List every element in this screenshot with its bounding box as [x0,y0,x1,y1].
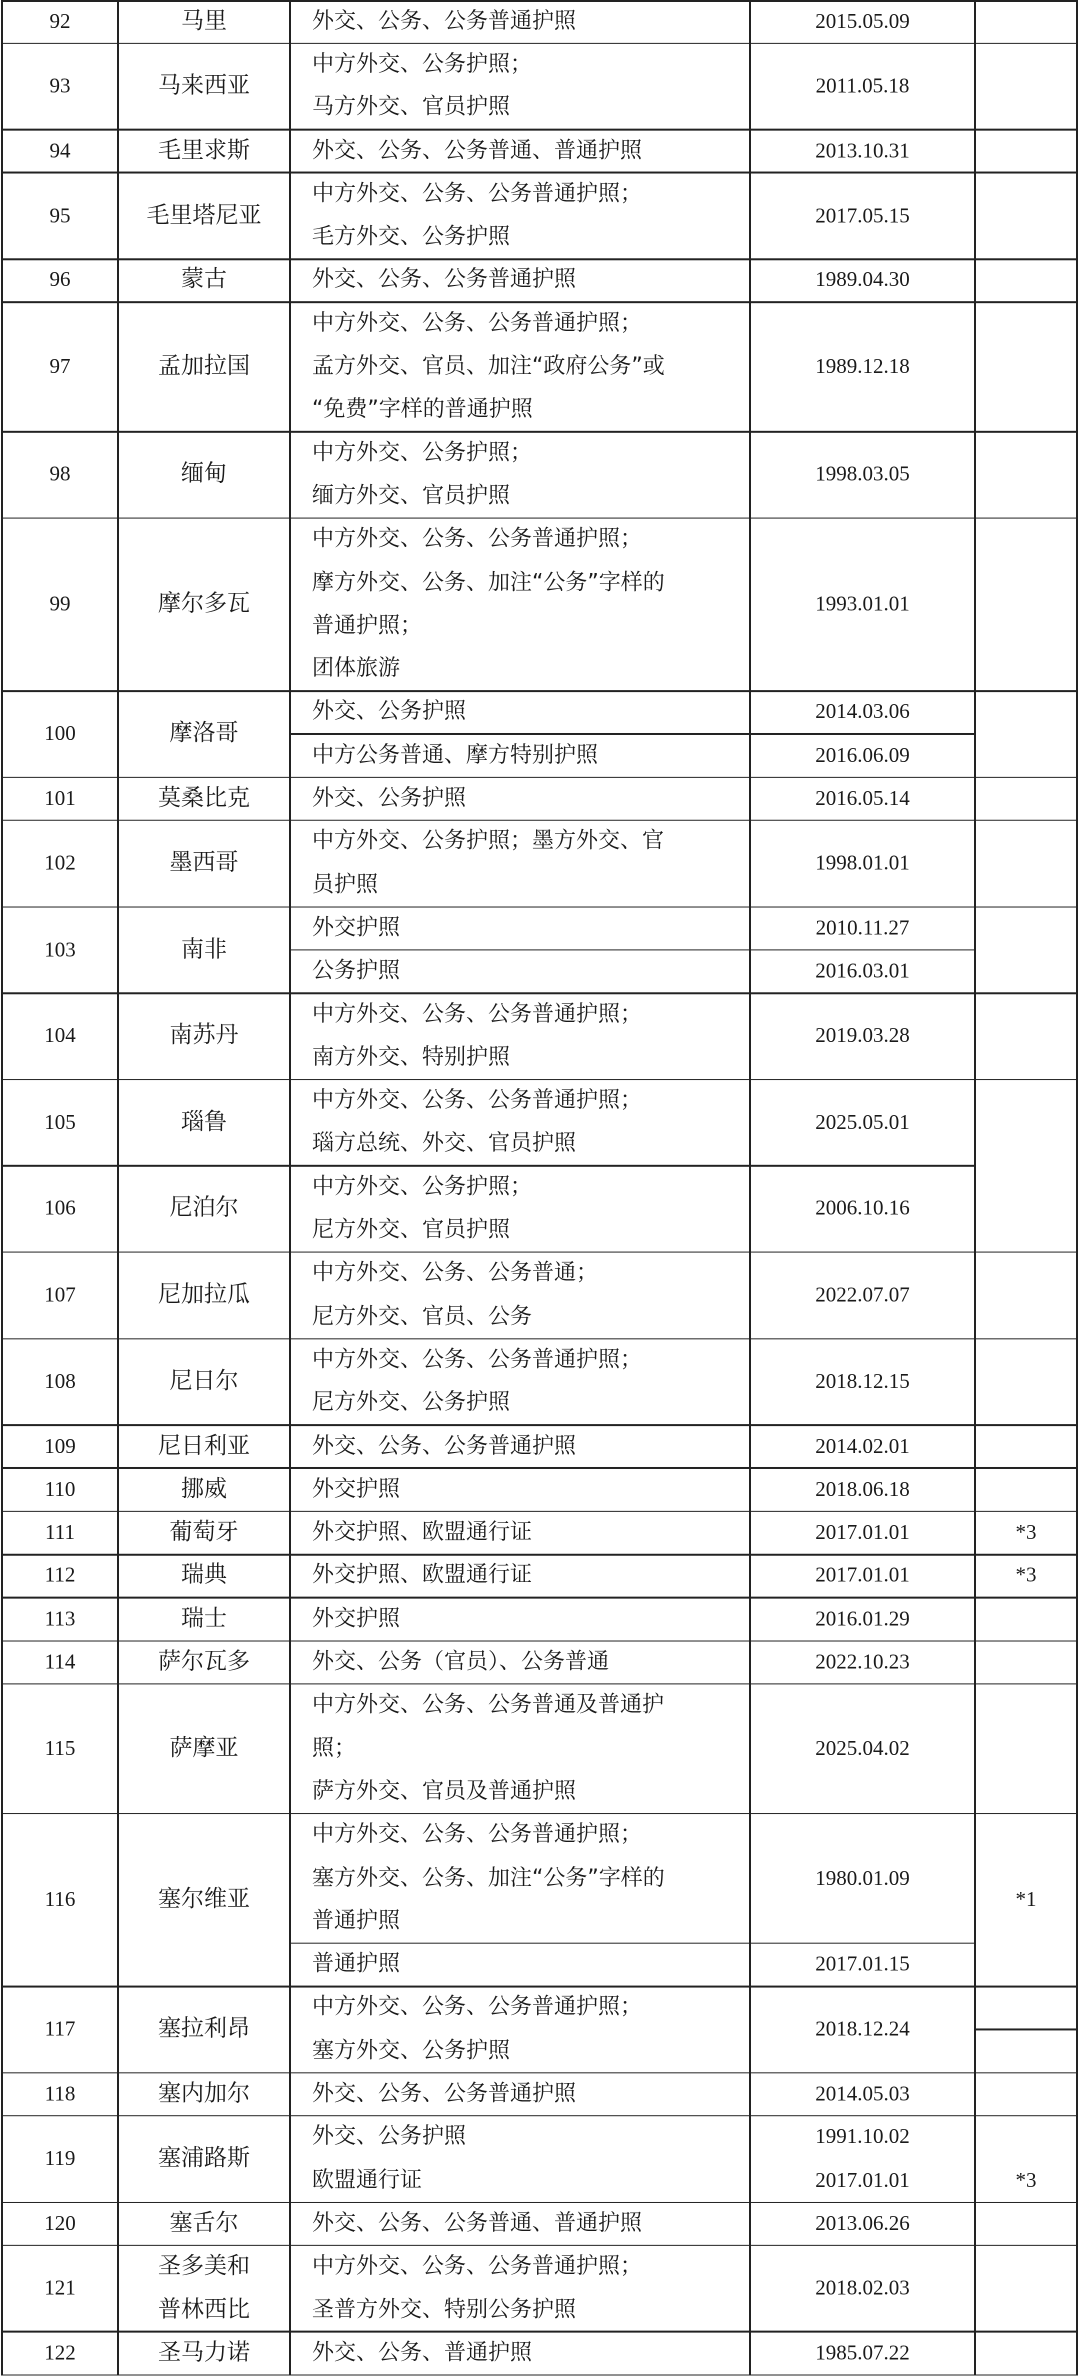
passport-type: 普通护照 [312,1951,401,1977]
passport-type: 中方外交、公务、公务普通护照； [312,2254,643,2280]
country-name: 瑞士 [181,1605,227,1632]
row-divider [2,906,1077,908]
effective-date: 2016.01.29 [815,1606,910,1631]
table-right-rule [1076,0,1078,2375]
passport-type: 外交护照 [312,1476,401,1502]
row-number: 108 [44,1368,76,1393]
passport-type: 中方外交、公务、公务普通护照； [312,526,643,552]
country-name: 挪威 [181,1475,227,1502]
effective-date: 2022.10.23 [815,1649,910,1674]
effective-date: 2011.05.18 [815,73,910,98]
column-rule [749,0,751,2375]
passport-type: 外交护照 [312,1606,401,1632]
country-name: 普林西比 [158,2296,250,2323]
row-number: 102 [44,850,76,875]
passport-type: 外交、公务、普通护照 [312,2340,533,2366]
row-divider [2,776,1077,778]
remark-note: *3 [1015,1519,1037,1544]
row-number: 122 [44,2340,76,2365]
passport-type: 中方外交、公务、公务普通护照； [312,1994,643,2020]
country-name: 墨西哥 [169,849,239,876]
row-divider [2,1338,1077,1340]
passport-type: 外交、公务、公务普通护照 [312,8,577,34]
passport-type: 中方外交、公务、公务普通护照； [312,310,643,336]
effective-date: 2014.05.03 [815,2081,910,2106]
effective-date: 1998.03.05 [815,462,910,486]
row-divider [2,992,1077,994]
passport-type: 普通护照； [312,613,423,639]
passport-type: 外交、公务、公务普通护照 [312,1433,577,1459]
row-number: 109 [44,1433,76,1458]
effective-date: 1991.10.02 [815,2124,910,2149]
passport-type: 中方外交、公务、公务普通护照； [312,1001,643,1027]
effective-date: 2006.10.16 [815,1196,910,1221]
row-number: 117 [44,2016,76,2041]
passport-type: 中方外交、公务护照； [312,51,533,77]
row-divider [2,172,1077,174]
row-divider [2,129,1077,131]
row-divider [2,517,1077,519]
table-top-rule [2,0,1077,2]
row-number: 106 [44,1196,76,1221]
row-divider [2,301,1077,303]
effective-date: 1993.01.01 [815,591,910,616]
passport-type: 普通护照 [312,1908,401,1934]
row-number: 113 [44,1606,76,1631]
row-divider [2,2115,1077,2117]
row-number: 121 [44,2275,76,2300]
row-divider [2,1251,1077,1253]
effective-date: 2013.06.26 [815,2210,910,2235]
passport-type: 照； [312,1735,357,1761]
passport-type: 外交、公务、公务普通护照 [312,267,577,293]
passport-type: “免费”字样的普通护照 [312,397,533,423]
country-name: 缅甸 [181,461,227,487]
passport-type: 中方外交、公务、公务普通护照； [312,181,643,207]
row-divider [2,431,1077,433]
entry-divider [290,1942,975,1944]
effective-date: 2018.12.24 [815,2016,910,2041]
effective-date: 2022.07.07 [815,1282,910,1307]
country-name: 尼加拉瓜 [158,1281,250,1308]
row-number: 118 [44,2081,76,2106]
effective-date: 2016.03.01 [815,958,910,983]
passport-type: 中方公务普通、摩方特别护照 [312,742,599,768]
passport-type: 外交、公务、公务普通、普通护照 [312,138,643,164]
country-name: 南苏丹 [169,1022,239,1049]
effective-date: 2017.05.15 [815,202,910,227]
passport-type: 毛方外交、公务护照 [312,224,511,250]
effective-date: 2014.02.01 [815,1433,910,1458]
passport-type: 萨方外交、官员及普通护照 [312,1779,577,1805]
row-divider [2,1165,975,1167]
passport-type: 员护照 [312,872,379,898]
row-number: 100 [44,721,76,746]
country-name: 塞拉利昂 [158,2015,250,2042]
passport-type: 马方外交、官员护照 [312,94,511,120]
passport-type: 缅方外交、官员护照 [312,483,511,509]
remark-note: *3 [1015,2167,1037,2192]
passport-type: 瑙方总统、外交、官员护照 [312,1131,577,1157]
passport-type: 外交护照、欧盟通行证 [312,1519,533,1545]
effective-date: 2017.01.01 [815,1563,910,1588]
row-divider [2,2374,1077,2376]
passport-type: 尼方外交、官员、公务 [312,1304,533,1330]
row-divider [2,2201,1077,2203]
country-name: 塞尔维亚 [158,1886,250,1912]
passport-type: 外交、公务、公务普通护照 [312,2081,577,2107]
passport-type: 外交护照 [312,915,401,941]
country-name: 瑙鲁 [181,1108,227,1135]
remark-note: *3 [1015,1563,1037,1588]
country-name: 塞内加尔 [158,2080,250,2107]
passport-type: 外交、公务护照 [312,699,467,725]
row-number: 110 [44,1476,76,1501]
row-number: 94 [49,138,71,163]
row-divider [2,1597,1077,1599]
effective-date: 1985.07.22 [815,2340,910,2365]
passport-type: 中方外交、公务、公务普通； [312,1260,599,1286]
country-name: 尼日尔 [169,1367,239,1394]
passport-type: 尼方外交、公务护照 [312,1390,511,1416]
passport-type: 外交、公务（官员）、公务普通 [312,1649,610,1675]
effective-date: 2025.04.02 [815,1735,910,1760]
country-name: 塞舌尔 [169,2209,239,2236]
country-name: 葡萄牙 [169,1518,239,1545]
passport-type: 外交护照、欧盟通行证 [312,1563,533,1589]
table-left-rule [1,0,3,2375]
passport-type: 圣普方外交、特别公务护照 [312,2297,577,2323]
passport-type: 欧盟通行证 [312,2167,423,2193]
row-divider [2,1467,1077,1469]
row-number: 116 [44,1887,76,1911]
effective-date: 1998.01.01 [815,850,910,875]
effective-date: 2014.03.06 [815,699,910,724]
column-rule [289,0,291,2375]
country-name: 莫桑比克 [158,784,250,811]
column-rule [117,0,119,2375]
row-number: 92 [49,8,71,33]
row-number: 99 [49,591,71,616]
country-name: 圣马力诺 [158,2339,250,2366]
row-number: 105 [44,1109,76,1134]
effective-date: 2015.05.09 [815,8,910,33]
row-number: 115 [44,1735,76,1760]
passport-type: 公务护照 [312,958,401,984]
row-number: 112 [44,1563,76,1588]
column-rule [974,0,976,2375]
passport-type: 摩方外交、公务、加注“公务”字样的 [312,569,665,595]
passport-type: 外交、公务护照 [312,785,467,811]
country-name: 孟加拉国 [158,353,250,380]
row-divider [2,1640,1077,1642]
passport-type: 中方外交、公务、公务普通护照； [312,1088,643,1114]
country-name: 尼泊尔 [169,1195,239,1222]
passport-type: 塞方外交、公务、加注“公务”字样的 [312,1865,665,1891]
row-number: 114 [44,1649,76,1674]
row-divider [2,42,1077,44]
remark-split [975,2029,1077,2031]
country-name: 瑞典 [181,1562,227,1589]
country-name: 蒙古 [181,266,227,293]
passport-type: 塞方外交、公务护照 [312,2038,511,2064]
country-name: 圣多美和 [158,2253,250,2280]
effective-date: 1980.01.09 [815,1865,910,1890]
row-number: 93 [49,73,71,98]
country-name: 毛里求斯 [158,137,250,164]
country-name: 马来西亚 [158,72,250,99]
effective-date: 2013.10.31 [815,138,910,163]
row-number: 95 [49,202,71,227]
passport-type: 外交、公务护照 [312,2124,467,2150]
row-divider [2,1511,1077,1513]
passport-type: 孟方外交、官员、加注“政府公务”或 [312,354,665,380]
passport-type: 中方外交、公务、公务普通及普通护 [312,1692,665,1718]
country-name: 塞浦路斯 [158,2145,250,2172]
row-divider [2,2331,1077,2333]
passport-type: 中方外交、公务护照； [312,1174,533,1200]
row-divider [2,1813,1077,1815]
row-number: 103 [44,937,76,961]
row-divider [2,690,1077,692]
effective-date: 2010.11.27 [815,915,910,940]
row-number: 107 [44,1282,76,1307]
row-number: 111 [45,1519,75,1544]
passport-type: 南方外交、特别护照 [312,1044,511,1070]
country-name: 南非 [181,936,227,962]
passport-type: 中方外交、公务护照； [312,440,533,466]
remark-note: *1 [1015,1887,1037,1911]
row-divider [2,820,1077,822]
effective-date: 1989.12.18 [815,354,910,379]
row-divider [2,1986,1077,1988]
passport-type: 中方外交、公务、公务普通护照； [312,1347,643,1373]
passport-type: 尼方外交、官员护照 [312,1217,511,1243]
entry-divider [290,949,975,951]
row-number: 96 [49,267,71,292]
effective-date: 1989.04.30 [815,267,910,292]
effective-date: 2018.12.15 [815,1368,910,1393]
row-divider [2,2072,1077,2074]
entry-divider [290,733,975,735]
row-number: 120 [44,2210,76,2235]
passport-type: 中方外交、公务、公务普通护照； [312,1822,643,1848]
country-name: 摩洛哥 [169,720,239,747]
effective-date: 2017.01.01 [815,1519,910,1544]
effective-date: 2018.06.18 [815,1476,910,1501]
country-name: 毛里塔尼亚 [146,201,262,228]
passport-type: 中方外交、公务护照；墨方外交、官 [312,829,665,855]
country-name: 萨摩亚 [169,1734,239,1761]
passport-type: 外交、公务、公务普通、普通护照 [312,2210,643,2236]
country-name: 摩尔多瓦 [158,590,250,617]
row-divider [2,1683,1077,1685]
effective-date: 2017.01.01 [815,2167,910,2192]
row-divider [2,1079,1077,1081]
country-name: 马里 [181,7,227,34]
row-divider [2,1424,1077,1426]
effective-date: 2017.01.15 [815,1951,910,1976]
row-number: 119 [44,2146,76,2171]
passport-type: 团体旅游 [312,656,401,682]
row-divider [2,258,1077,260]
effective-date: 2025.05.01 [815,1109,910,1134]
effective-date: 2016.06.09 [815,742,910,767]
row-divider [2,2245,1077,2247]
effective-date: 2019.03.28 [815,1023,910,1048]
country-name: 尼日利亚 [158,1432,250,1459]
effective-date: 2018.02.03 [815,2275,910,2300]
row-divider [2,1554,1077,1556]
row-number: 101 [44,785,76,810]
row-number: 104 [44,1023,76,1048]
country-name: 萨尔瓦多 [158,1648,250,1675]
row-number: 97 [49,354,71,379]
row-number: 98 [49,462,71,486]
effective-date: 2016.05.14 [815,785,910,810]
